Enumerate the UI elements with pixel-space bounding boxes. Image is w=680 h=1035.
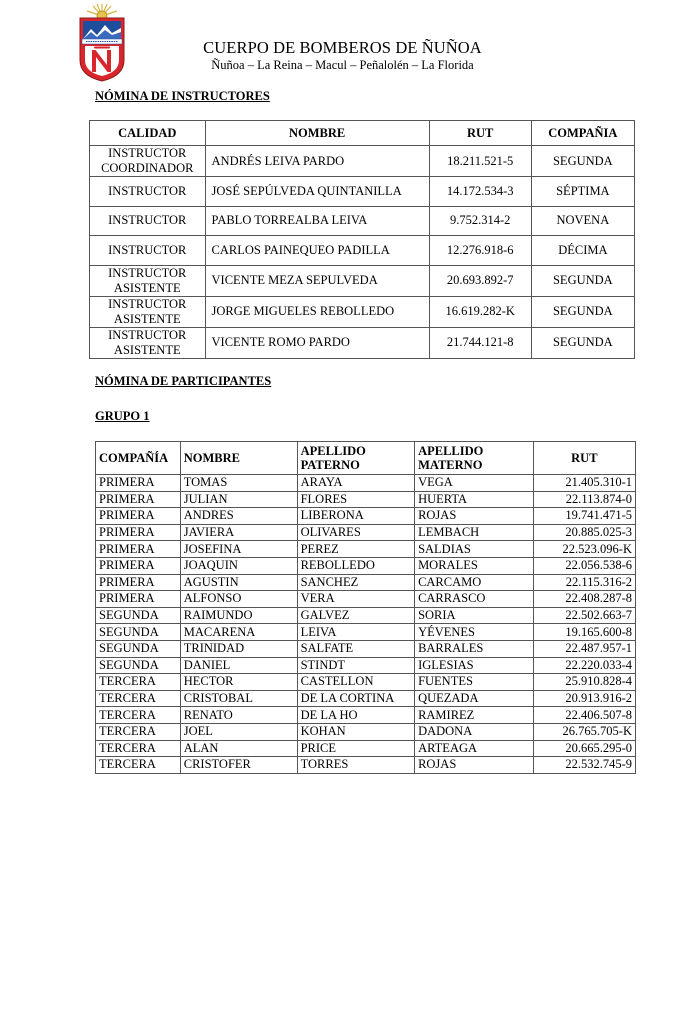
cell-rut: 19.165.600-8 <box>533 624 635 641</box>
cell-rut: 22.056.538-6 <box>533 557 635 574</box>
cell-compania: SEGUNDA <box>96 607 181 624</box>
cell-apellido-materno: FUENTES <box>415 674 534 691</box>
cell-rut: 22.408.287-8 <box>533 591 635 608</box>
cell-apellido-paterno: CASTELLON <box>297 674 414 691</box>
table-row <box>96 524 636 541</box>
instructors-heading: NÓMINA DE INSTRUCTORES <box>95 89 270 103</box>
calidad-line: ASISTENTE <box>113 280 181 295</box>
cell-rut: 12.276.918-6 <box>429 236 531 266</box>
cell-nombre: JOEL <box>180 723 297 740</box>
cell-compania: TERCERA <box>96 757 181 774</box>
cell-rut: 20.885.025-3 <box>533 524 635 541</box>
cell-calidad <box>90 296 206 327</box>
cell-nombre: JORGE MIGUELES REBOLLEDO <box>205 296 429 327</box>
header-line: MATERNO <box>418 458 483 472</box>
cell-calidad <box>90 327 206 358</box>
table-row <box>96 508 636 525</box>
calidad-line: INSTRUCTOR <box>108 213 187 228</box>
cell-compania: SEGUNDA <box>96 624 181 641</box>
cell-nombre: VICENTE ROMO PARDO <box>205 327 429 358</box>
column-header-calidad: CALIDAD <box>90 121 206 146</box>
cell-rut: 22.502.663-7 <box>533 607 635 624</box>
cell-rut: 22.532.745-9 <box>533 757 635 774</box>
cell-nombre: ANDRES <box>180 508 297 525</box>
table-row <box>96 491 636 508</box>
cell-apellido-materno: CARRASCO <box>415 591 534 608</box>
table-row <box>96 723 636 740</box>
cell-apellido-materno: LEMBACH <box>415 524 534 541</box>
cell-apellido-paterno: LEIVA <box>297 624 414 641</box>
table-row <box>96 707 636 724</box>
cell-apellido-materno: YÉVENES <box>415 624 534 641</box>
cell-nombre: VICENTE MEZA SEPULVEDA <box>205 265 429 296</box>
organization-title: CUERPO DE BOMBEROS DE ÑUÑOA <box>203 38 482 57</box>
column-header-compania: COMPAÑIA <box>531 121 634 146</box>
cell-rut: 18.211.521-5 <box>429 146 531 177</box>
cell-apellido-paterno: SANCHEZ <box>297 574 414 591</box>
cell-nombre: ALAN <box>180 740 297 757</box>
table-row <box>96 657 636 674</box>
instructors-table-body <box>90 146 635 359</box>
cell-nombre: PABLO TORREALBA LEIVA <box>205 206 429 236</box>
cell-nombre: CARLOS PAINEQUEO PADILLA <box>205 236 429 266</box>
cell-apellido-paterno: TORRES <box>297 757 414 774</box>
group-heading: GRUPO 1 <box>95 409 150 423</box>
cell-apellido-materno: VEGA <box>415 475 534 492</box>
calidad-line: COORDINADOR <box>101 161 194 175</box>
cell-compania: SEGUNDA <box>531 146 634 177</box>
cell-apellido-paterno: STINDT <box>297 657 414 674</box>
cell-rut: 20.693.892-7 <box>429 265 531 296</box>
table-row <box>96 690 636 707</box>
table-row <box>96 574 636 591</box>
cell-nombre: RAIMUNDO <box>180 607 297 624</box>
cell-compania: NOVENA <box>531 206 634 236</box>
cell-compania: SEGUNDA <box>531 296 634 327</box>
calidad-line: INSTRUCTOR <box>108 296 187 311</box>
organization-subtitle: Ñuñoa – La Reina – Macul – Peñalolén – La Florida <box>211 58 474 72</box>
cell-compania: PRIMERA <box>96 508 181 525</box>
cell-compania: TERCERA <box>96 674 181 691</box>
cell-nombre: TRINIDAD <box>180 640 297 657</box>
cell-apellido-materno: DADONA <box>415 723 534 740</box>
cell-apellido-materno: IGLESIAS <box>415 657 534 674</box>
cell-rut: 25.910.828-4 <box>533 674 635 691</box>
cell-apellido-materno: MORALES <box>415 557 534 574</box>
cell-rut: 26.765.705-K <box>533 723 635 740</box>
cell-rut: 22.113.874-0 <box>533 491 635 508</box>
cell-nombre: JULIAN <box>180 491 297 508</box>
cell-calidad <box>90 206 206 236</box>
calidad-line: INSTRUCTOR <box>108 242 187 257</box>
cell-apellido-paterno: REBOLLEDO <box>297 557 414 574</box>
cell-nombre: TOMAS <box>180 475 297 492</box>
column-header-apellido-materno <box>415 442 534 475</box>
cell-compania: TERCERA <box>96 740 181 757</box>
cell-rut: 14.172.534-3 <box>429 177 531 207</box>
cell-compania: PRIMERA <box>96 475 181 492</box>
table-row <box>90 327 635 358</box>
cell-apellido-paterno: GALVEZ <box>297 607 414 624</box>
cell-apellido-paterno: PRICE <box>297 740 414 757</box>
table-row <box>90 206 635 236</box>
cell-compania: PRIMERA <box>96 524 181 541</box>
cell-nombre: DANIEL <box>180 657 297 674</box>
table-row <box>96 740 636 757</box>
cell-apellido-paterno: OLIVARES <box>297 524 414 541</box>
fire-department-crest-logo <box>76 2 128 82</box>
cell-compania: DÉCIMA <box>531 236 634 266</box>
cell-nombre: JOSEFINA <box>180 541 297 558</box>
cell-apellido-paterno: LIBERONA <box>297 508 414 525</box>
cell-calidad <box>90 177 206 207</box>
cell-apellido-materno: BARRALES <box>415 640 534 657</box>
cell-apellido-paterno: FLORES <box>297 491 414 508</box>
cell-compania: SEGUNDA <box>531 265 634 296</box>
cell-nombre: JOSÉ SEPÚLVEDA QUINTANILLA <box>205 177 429 207</box>
cell-nombre: MACARENA <box>180 624 297 641</box>
cell-calidad <box>90 265 206 296</box>
cell-apellido-paterno: DE LA HO <box>297 707 414 724</box>
cell-apellido-materno: RAMIREZ <box>415 707 534 724</box>
cell-nombre: CRISTOFER <box>180 757 297 774</box>
cell-apellido-paterno: SALFATE <box>297 640 414 657</box>
cell-nombre: ALFONSO <box>180 591 297 608</box>
cell-compania: PRIMERA <box>96 541 181 558</box>
cell-rut: 16.619.282-K <box>429 296 531 327</box>
cell-rut: 22.406.507-8 <box>533 707 635 724</box>
cell-rut: 22.487.957-1 <box>533 640 635 657</box>
table-header-row <box>96 442 636 475</box>
cell-apellido-materno: SORIA <box>415 607 534 624</box>
calidad-line: INSTRUCTOR <box>108 327 187 342</box>
cell-compania: TERCERA <box>96 723 181 740</box>
table-row <box>90 296 635 327</box>
cell-rut: 20.665.295-0 <box>533 740 635 757</box>
cell-compania: PRIMERA <box>96 491 181 508</box>
cell-compania: PRIMERA <box>96 557 181 574</box>
calidad-line: ASISTENTE <box>113 311 181 326</box>
table-row <box>96 674 636 691</box>
cell-apellido-materno: ROJAS <box>415 508 534 525</box>
cell-apellido-paterno: DE LA CORTINA <box>297 690 414 707</box>
table-row <box>96 475 636 492</box>
cell-rut: 22.523.096-K <box>533 541 635 558</box>
cell-apellido-paterno: ARAYA <box>297 475 414 492</box>
cell-compania: PRIMERA <box>96 574 181 591</box>
cell-compania: TERCERA <box>96 690 181 707</box>
cell-rut: 9.752.314-2 <box>429 206 531 236</box>
cell-apellido-paterno: PEREZ <box>297 541 414 558</box>
cell-compania: SEGUNDA <box>96 640 181 657</box>
cell-apellido-materno: QUEZADA <box>415 690 534 707</box>
table-row <box>96 607 636 624</box>
cell-rut: 22.115.316-2 <box>533 574 635 591</box>
participants-table <box>95 441 636 774</box>
table-header-row <box>90 121 635 146</box>
cell-rut: 22.220.033-4 <box>533 657 635 674</box>
cell-nombre: HECTOR <box>180 674 297 691</box>
table-row <box>96 640 636 657</box>
header-line: PATERNO <box>300 458 360 472</box>
cell-calidad <box>90 146 206 177</box>
column-header-nombre: NOMBRE <box>180 442 297 475</box>
table-row <box>96 624 636 641</box>
cell-nombre: JOAQUIN <box>180 557 297 574</box>
cell-rut: 21.744.121-8 <box>429 327 531 358</box>
table-row <box>96 757 636 774</box>
table-row <box>96 557 636 574</box>
cell-compania: PRIMERA <box>96 591 181 608</box>
calidad-line: INSTRUCTOR <box>108 146 187 160</box>
cell-nombre: JAVIERA <box>180 524 297 541</box>
calidad-line: ASISTENTE <box>113 342 181 357</box>
table-row <box>90 177 635 207</box>
instructors-table <box>89 120 635 359</box>
column-header-compania: COMPAÑÍA <box>96 442 181 475</box>
cell-apellido-materno: SALDIAS <box>415 541 534 558</box>
cell-nombre: CRISTOBAL <box>180 690 297 707</box>
cell-apellido-materno: ROJAS <box>415 757 534 774</box>
participants-heading: NÓMINA DE PARTICIPANTES <box>95 374 272 388</box>
column-header-nombre: NOMBRE <box>205 121 429 146</box>
participants-table-body <box>96 475 636 774</box>
cell-apellido-materno: CARCAMO <box>415 574 534 591</box>
cell-nombre: RENATO <box>180 707 297 724</box>
cell-nombre: ANDRÉS LEIVA PARDO <box>205 146 429 177</box>
calidad-line: INSTRUCTOR <box>108 183 187 198</box>
cell-compania: SEGUNDA <box>531 327 634 358</box>
column-header-rut: RUT <box>533 442 635 475</box>
header-line: APELLIDO <box>300 444 366 458</box>
cell-apellido-paterno: VERA <box>297 591 414 608</box>
cell-compania: SEGUNDA <box>96 657 181 674</box>
cell-rut: 21.405.310-1 <box>533 475 635 492</box>
column-header-rut: RUT <box>429 121 531 146</box>
table-row <box>90 265 635 296</box>
table-row <box>96 541 636 558</box>
cell-calidad <box>90 236 206 266</box>
cell-rut: 20.913.916-2 <box>533 690 635 707</box>
table-row <box>90 146 635 177</box>
table-row <box>96 591 636 608</box>
cell-compania: SÉPTIMA <box>531 177 634 207</box>
table-row <box>90 236 635 266</box>
cell-rut: 19.741.471-5 <box>533 508 635 525</box>
cell-nombre: AGUSTIN <box>180 574 297 591</box>
cell-apellido-materno: HUERTA <box>415 491 534 508</box>
calidad-line: INSTRUCTOR <box>108 265 187 280</box>
header-line: APELLIDO <box>418 444 484 458</box>
cell-apellido-materno: ARTEAGA <box>415 740 534 757</box>
cell-compania: TERCERA <box>96 707 181 724</box>
column-header-apellido-paterno <box>297 442 414 475</box>
cell-apellido-paterno: KOHAN <box>297 723 414 740</box>
